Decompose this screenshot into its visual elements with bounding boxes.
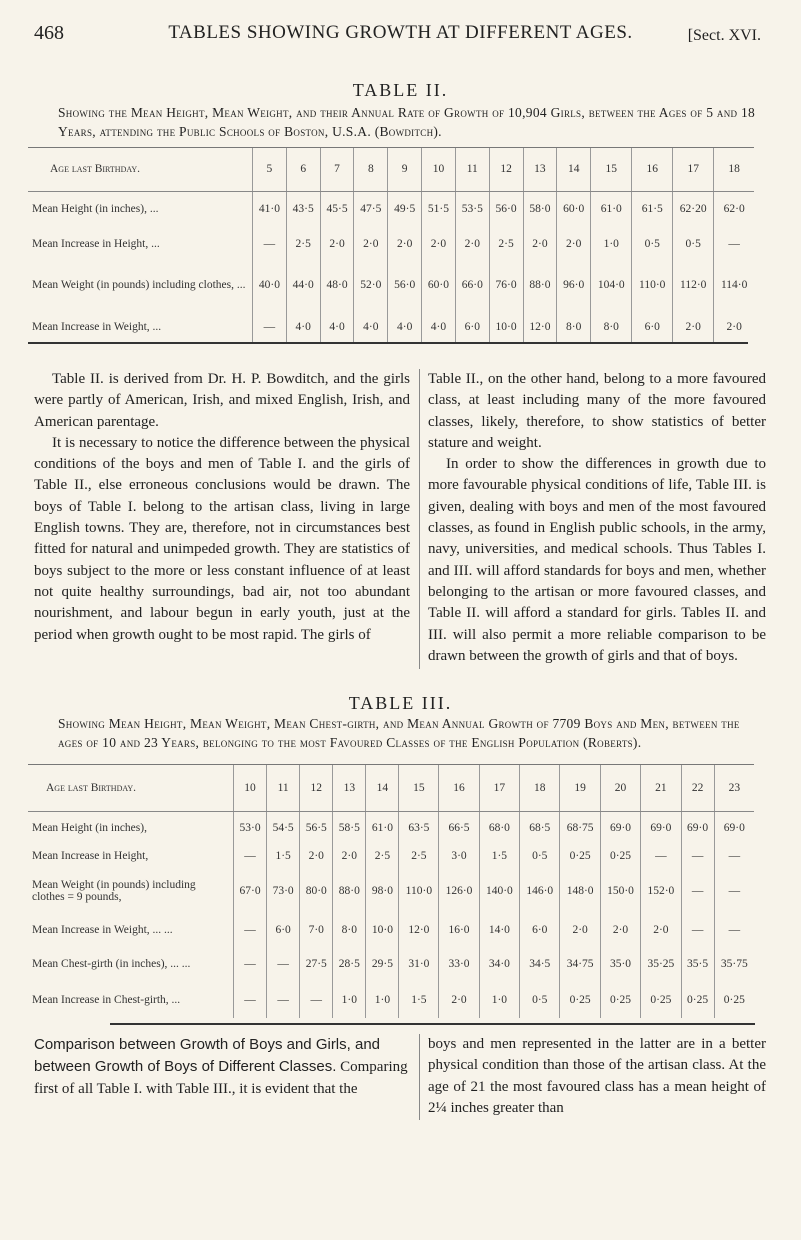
table-cell: 56·0 (489, 191, 523, 226)
table-cell: 2·0 (333, 845, 366, 867)
table-row (28, 191, 754, 226)
table-cell: 53·5 (455, 191, 489, 226)
table-cell: 58·5 (333, 811, 366, 845)
table-cell: 114·0 (714, 261, 754, 309)
table-cell: — (714, 226, 754, 261)
table-cell: 1·0 (366, 982, 399, 1018)
table-cell: 2·5 (286, 226, 320, 261)
table-cell: — (234, 845, 267, 867)
table-cell: 2·0 (455, 226, 489, 261)
column-header: 21 (641, 765, 681, 811)
table-cell: — (681, 845, 714, 867)
column-header: 11 (267, 765, 300, 811)
column-header: 15 (399, 765, 439, 811)
table-cell: 62·20 (673, 191, 714, 226)
table-cell: 66·0 (455, 261, 489, 309)
row-label: Mean Increase in Chest-girth, ... (32, 994, 181, 1006)
table-cell: 1·0 (591, 226, 632, 261)
column-divider (419, 369, 420, 669)
table-cell: 58·0 (523, 191, 557, 226)
column-header: 13 (523, 148, 557, 191)
table-row (28, 309, 754, 344)
table-cell: — (234, 946, 267, 982)
table-cell: 40·0 (253, 261, 287, 309)
body-right-paragraph: Table II., on the other hand, belong to a more favoured class, at least including many of the more favoured classes, likely, therefore, to show statistics of better stature and weight. (428, 371, 766, 451)
table-cell: 62·0 (714, 191, 754, 226)
table-cell: — (300, 982, 333, 1018)
bottom-left-column (34, 1034, 412, 1100)
table-cell: 104·0 (591, 261, 632, 309)
table-cell: 4·0 (422, 309, 456, 344)
table2-header-label: Age last Birthday. (28, 148, 253, 191)
table-cell: — (253, 226, 287, 261)
table-cell: 0·5 (520, 845, 560, 867)
table3 (28, 765, 754, 1018)
table-row (28, 867, 754, 914)
table-cell: 1·0 (479, 982, 519, 1018)
table-cell: 44·0 (286, 261, 320, 309)
body-left-column (34, 369, 410, 646)
row-label: Mean Increase in Weight, ... ... (32, 924, 173, 936)
table-cell: 29·5 (366, 946, 399, 982)
table-cell: — (714, 914, 754, 946)
column-header: 10 (422, 148, 456, 191)
row-label: Mean Increase in Weight, ... (32, 320, 162, 333)
table-cell: 69·0 (714, 811, 754, 845)
column-header: 11 (455, 148, 489, 191)
table-cell: 68·75 (560, 811, 600, 845)
table3-caption: Showing Mean Height, Mean Weight, Mean Chest-girth, and Mean Annual Growth of 7709 Boys and Men, between the ages of 10 and 23 Years, belonging to the most Favoured Classes of the English Population (Roberts). (58, 716, 740, 750)
table-cell: 53·0 (234, 811, 267, 845)
table-cell: 0·25 (560, 845, 600, 867)
column-header: 9 (388, 148, 422, 191)
comparison-heading: Comparison between Growth of Boys and Girls, and between Growth of Boys of Different Classes. (34, 1036, 381, 1076)
body-left-paragraph: It is necessary to notice the difference between the physical conditions of the boys and men of Table I. and the girls of Table II., else erroneous conclusions would be drawn. The boys of Table I. belong to the artisan class, living in large English towns. They are, therefore, not in circumstances best fitted for natural and unimpeded growth. They are statistics of boys subject to the more or less constant influence of at least not quite healthy surroundings, bad air, not too abundant nourishment, and labour begun in early youth, just at the period when growth ought to be most rapid. The girls of (34, 434, 410, 643)
table-cell: 0·5 (673, 226, 714, 261)
table-cell: 6·0 (267, 914, 300, 946)
table-cell: 2·0 (422, 226, 456, 261)
table-row (28, 811, 754, 845)
bottom-right-column: boys and men represented in the latter are in a better physical condition than those of the artisan class. At the age of 21 the most favoured class has a mean height of 2¼ inches greater than (428, 1036, 766, 1116)
page-number: 468 (34, 22, 64, 44)
column-header: 19 (560, 765, 600, 811)
table-cell: 152·0 (641, 867, 681, 914)
table-row (28, 226, 754, 261)
column-header: 8 (354, 148, 388, 191)
table-row (28, 914, 754, 946)
table3-bottom-rule (110, 1023, 755, 1025)
table-row (28, 946, 754, 982)
table-cell: 61·0 (591, 191, 632, 226)
table-cell: 56·0 (388, 261, 422, 309)
table-cell: 1·5 (399, 982, 439, 1018)
column-header: 13 (333, 765, 366, 811)
column-header: 5 (253, 148, 287, 191)
table-cell: — (267, 982, 300, 1018)
table-cell: 34·0 (479, 946, 519, 982)
table-cell: 2·0 (523, 226, 557, 261)
table-cell: 69·0 (600, 811, 640, 845)
table-cell: 4·0 (320, 309, 354, 344)
table-cell: 150·0 (600, 867, 640, 914)
table-cell: — (267, 946, 300, 982)
table-cell: — (253, 309, 287, 344)
table-cell: 98·0 (366, 867, 399, 914)
table-cell: 54·5 (267, 811, 300, 845)
table-cell: 1·0 (333, 982, 366, 1018)
table-cell: 10·0 (366, 914, 399, 946)
table-cell: 48·0 (320, 261, 354, 309)
table-cell: 0·25 (714, 982, 754, 1018)
table-cell: 4·0 (388, 309, 422, 344)
table-cell: 45·5 (320, 191, 354, 226)
table-cell: 2·5 (366, 845, 399, 867)
table-cell: 88·0 (333, 867, 366, 914)
table-cell: 2·0 (320, 226, 354, 261)
section-label: [Sect. XVI. (687, 27, 761, 44)
table3-title: TABLE III. (348, 693, 453, 713)
table-cell: 148·0 (560, 867, 600, 914)
table-cell: 35·25 (641, 946, 681, 982)
table-cell: 66·5 (439, 811, 479, 845)
column-header: 14 (557, 148, 591, 191)
table-cell: 6·0 (632, 309, 673, 344)
table-cell: 76·0 (489, 261, 523, 309)
table-cell: 2·0 (439, 982, 479, 1018)
column-header: 6 (286, 148, 320, 191)
table-cell: 68·5 (520, 811, 560, 845)
table-cell: 51·5 (422, 191, 456, 226)
column-header: 18 (714, 148, 754, 191)
table-cell: 56·5 (300, 811, 333, 845)
table-cell: 146·0 (520, 867, 560, 914)
body-left-paragraph: Table II. is derived from Dr. H. P. Bowditch, and the girls were partly of American, Irish, and mixed English, Irish, and American parentage. (34, 371, 410, 430)
table-cell: 43·5 (286, 191, 320, 226)
table-cell: 47·5 (354, 191, 388, 226)
row-label: Mean Chest-girth (in inches), ... ... (32, 958, 191, 970)
row-label: Mean Increase in Height, (32, 850, 149, 862)
table-cell: 34·5 (520, 946, 560, 982)
table-cell: 8·0 (591, 309, 632, 344)
table-cell: — (234, 914, 267, 946)
table2-title: TABLE II. (352, 80, 449, 100)
table2 (28, 148, 754, 344)
column-header: 17 (479, 765, 519, 811)
table-cell: 60·0 (422, 261, 456, 309)
table2-bottom-rule (28, 342, 748, 344)
comparison-text: Comparing first of all Table I. with Table III., it is evident that the (34, 1059, 408, 1097)
table-cell: 2·0 (673, 309, 714, 344)
table-cell: 63·5 (399, 811, 439, 845)
table-cell: 33·0 (439, 946, 479, 982)
column-header: 12 (300, 765, 333, 811)
table-cell: — (714, 867, 754, 914)
table-cell: — (641, 845, 681, 867)
table-cell: 52·0 (354, 261, 388, 309)
table-cell: 67·0 (234, 867, 267, 914)
table-row (28, 845, 754, 867)
table-cell: 14·0 (479, 914, 519, 946)
table-cell: 35·0 (600, 946, 640, 982)
row-label: Mean Height (in inches), (32, 822, 147, 835)
table-cell: 8·0 (333, 914, 366, 946)
table-cell: 16·0 (439, 914, 479, 946)
table-cell: 7·0 (300, 914, 333, 946)
table-cell: 12·0 (523, 309, 557, 344)
row-label: Mean Weight (in pounds) including clothes = 9 pounds, (32, 878, 196, 903)
table-row (28, 261, 754, 309)
row-label: Mean Height (in inches), ... (32, 202, 159, 215)
table-cell: 35·5 (681, 946, 714, 982)
column-header: 23 (714, 765, 754, 811)
table-cell: — (681, 914, 714, 946)
table-cell: 69·0 (681, 811, 714, 845)
table-cell: 73·0 (267, 867, 300, 914)
table-cell: 4·0 (354, 309, 388, 344)
column-header: 10 (234, 765, 267, 811)
table-cell: 0·5 (632, 226, 673, 261)
table-cell: — (714, 845, 754, 867)
table2-caption: Showing the Mean Height, Mean Weight, and their Annual Rate of Growth of 10,904 Girls, between the Ages of 5 and 18 Years, attending the Public Schools of Boston, U.S.A. (Bowditch). (58, 105, 756, 139)
table-cell: 69·0 (641, 811, 681, 845)
table-cell: 3·0 (439, 845, 479, 867)
table-cell: 28·5 (333, 946, 366, 982)
table-cell: 0·25 (560, 982, 600, 1018)
running-title: TABLES SHOWING GROWTH AT DIFFERENT AGES. (168, 22, 633, 43)
column-header: 16 (632, 148, 673, 191)
table-cell: 0·25 (641, 982, 681, 1018)
table-cell: — (681, 867, 714, 914)
column-header: 20 (600, 765, 640, 811)
body-right-column (428, 369, 766, 667)
column-header: 22 (681, 765, 714, 811)
column-header: 7 (320, 148, 354, 191)
table-cell: 49·5 (388, 191, 422, 226)
table-cell: 80·0 (300, 867, 333, 914)
table-cell: 0·25 (681, 982, 714, 1018)
table-cell: 35·75 (714, 946, 754, 982)
body-right-paragraph: In order to show the differences in growth due to more favourable physical conditions of life, Table III. is given, dealing with boys and men of the most favoured classes, as found in English public schools, in the army, navy, universities, and medical schools. Thus Tables I. and III. will afford standards for boys and men, whether belonging to the artisan or more favoured classes, and Table II. will afford a standard for girls. Tables II. and III. will also permit a more reliable comparison to be drawn between the growth of girls and that of boys. (428, 456, 766, 664)
table-cell: 2·0 (600, 914, 640, 946)
table-cell: 4·0 (286, 309, 320, 344)
table-cell: 2·0 (560, 914, 600, 946)
table-cell: 41·0 (253, 191, 287, 226)
table-cell: 110·0 (632, 261, 673, 309)
table-cell: 2·0 (300, 845, 333, 867)
table-cell: 2·0 (388, 226, 422, 261)
table-cell: 61·5 (632, 191, 673, 226)
column-header: 17 (673, 148, 714, 191)
table-cell: 2·5 (399, 845, 439, 867)
table-cell: 0·5 (520, 982, 560, 1018)
column-header: 15 (591, 148, 632, 191)
table-cell: 1·5 (267, 845, 300, 867)
table-cell: 88·0 (523, 261, 557, 309)
table-cell: 0·25 (600, 982, 640, 1018)
table-cell: 112·0 (673, 261, 714, 309)
table-cell: 34·75 (560, 946, 600, 982)
table-cell: 6·0 (455, 309, 489, 344)
table-cell: 96·0 (557, 261, 591, 309)
row-label: Mean Increase in Height, ... (32, 237, 160, 250)
table-cell: 60·0 (557, 191, 591, 226)
column-header: 16 (439, 765, 479, 811)
table-cell: 31·0 (399, 946, 439, 982)
table-cell: 140·0 (479, 867, 519, 914)
row-label: Mean Weight (in pounds) including clothes, ... (32, 279, 246, 291)
table-cell: 10·0 (489, 309, 523, 344)
table-cell: 126·0 (439, 867, 479, 914)
table-cell: 110·0 (399, 867, 439, 914)
table-row (28, 982, 754, 1018)
table-cell: 68·0 (479, 811, 519, 845)
table-cell: 61·0 (366, 811, 399, 845)
table-cell: 2·0 (354, 226, 388, 261)
table-cell: 12·0 (399, 914, 439, 946)
column-header: 18 (520, 765, 560, 811)
table-cell: 2·5 (489, 226, 523, 261)
table-cell: 2·0 (641, 914, 681, 946)
column-header: 12 (489, 148, 523, 191)
column-header: 14 (366, 765, 399, 811)
table-cell: 6·0 (520, 914, 560, 946)
table-cell: 27·5 (300, 946, 333, 982)
table-cell: 1·5 (479, 845, 519, 867)
table3-header-label: Age last Birthday. (28, 765, 234, 811)
column-divider (419, 1034, 420, 1120)
table-cell: 2·0 (557, 226, 591, 261)
table-cell: 0·25 (600, 845, 640, 867)
table-cell: 2·0 (714, 309, 754, 344)
table-cell: — (234, 982, 267, 1018)
table-cell: 8·0 (557, 309, 591, 344)
